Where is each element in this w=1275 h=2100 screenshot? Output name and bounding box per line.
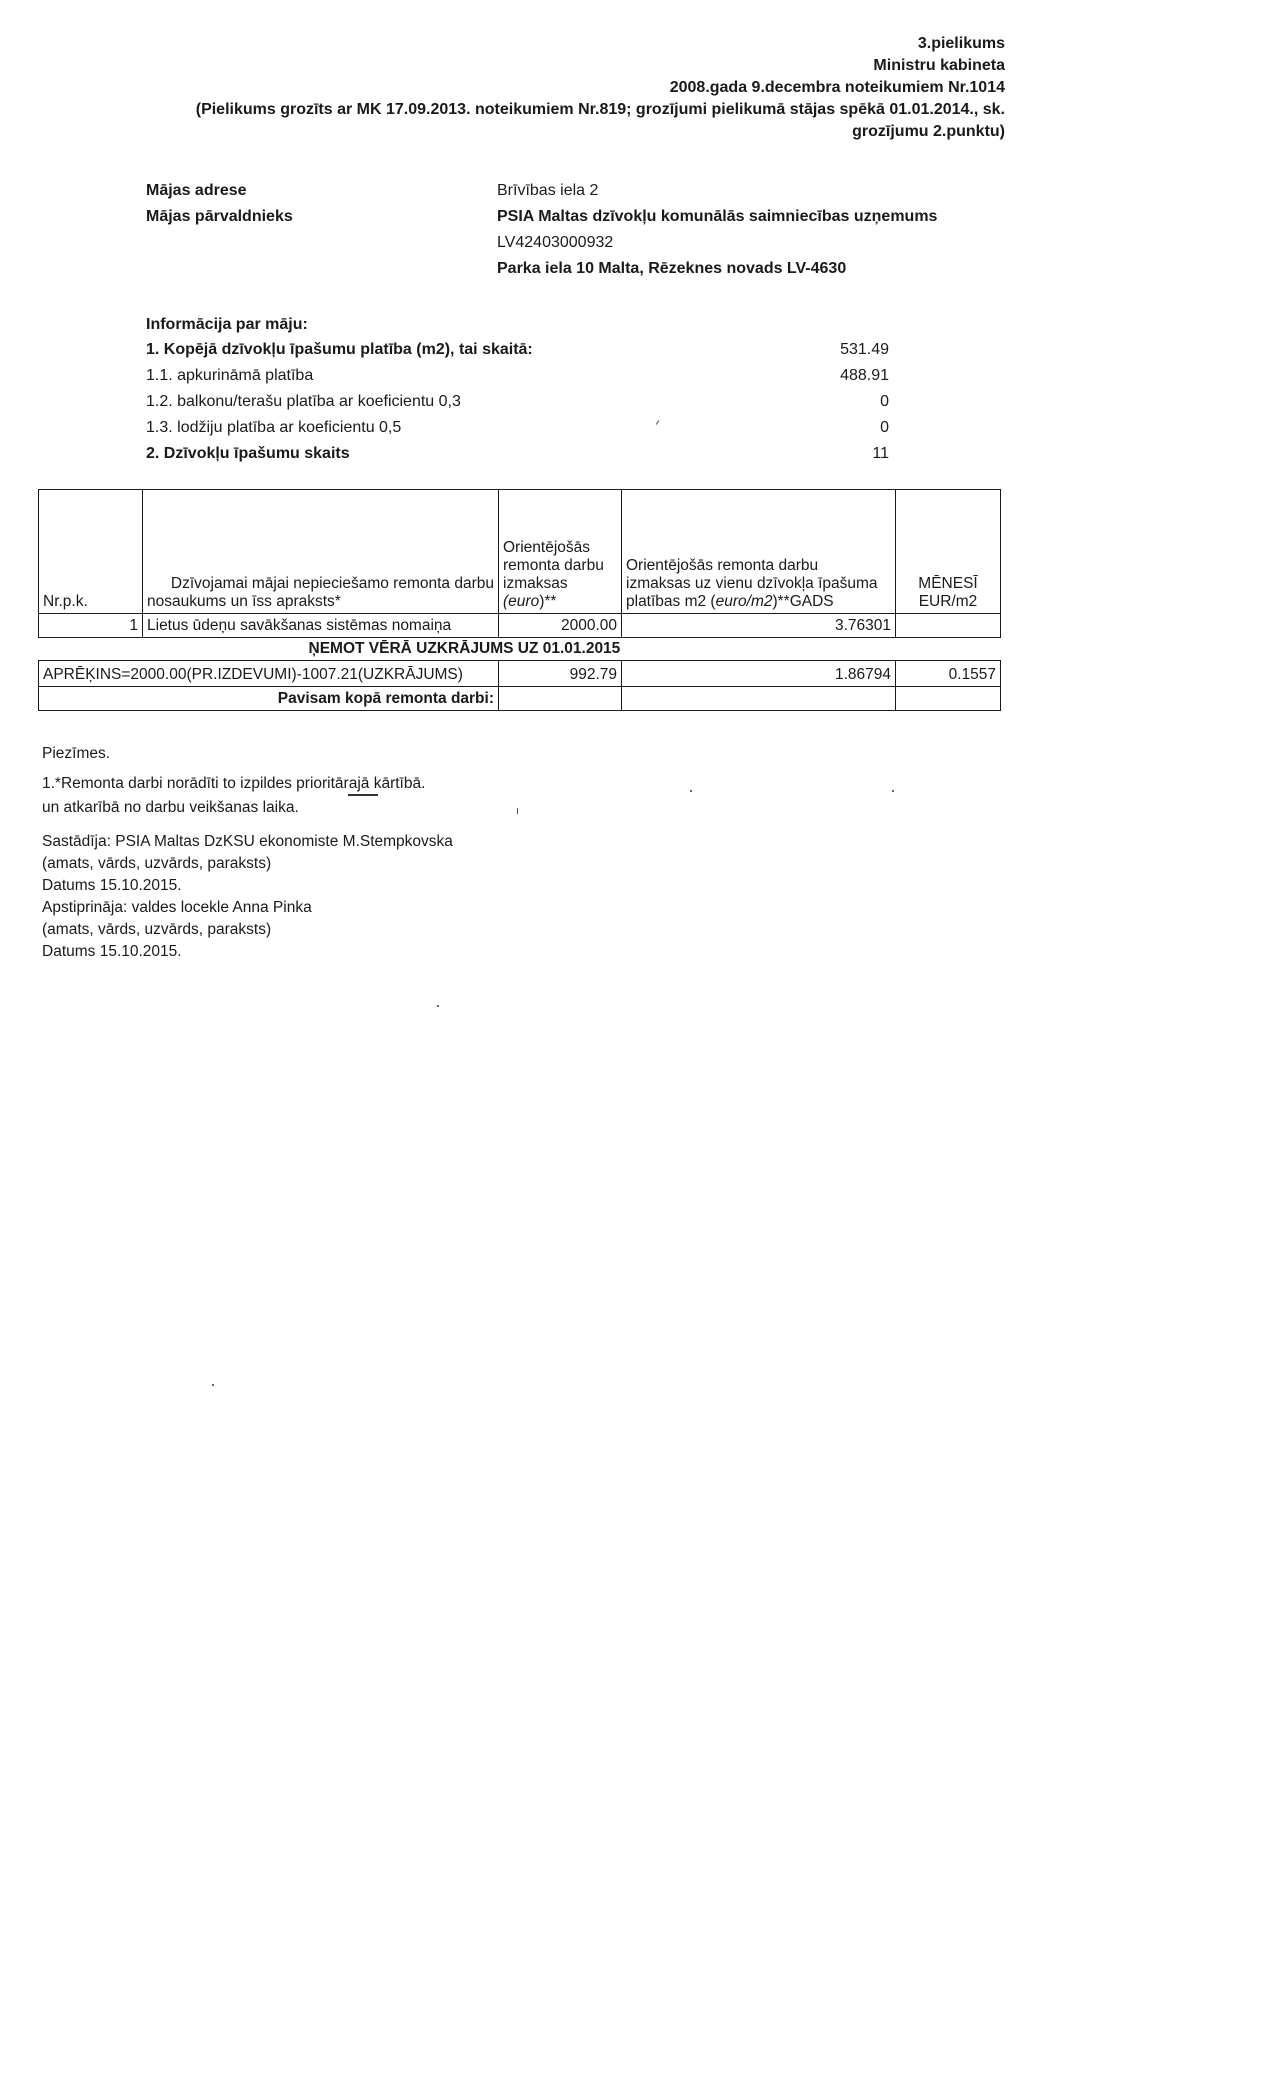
- table-row: [39, 661, 1001, 687]
- header-per-line3a: platības m2 (: [626, 593, 716, 610]
- info-balcony-area-label: 1.2. balkonu/terašu platība ar koeficientu 0,3: [146, 393, 461, 410]
- row1-name: Lietus ūdeņu savākšanas sistēmas nomaiņa: [143, 614, 499, 638]
- header-cost-unit: (euro: [503, 593, 540, 610]
- header-monthly: [896, 490, 1001, 614]
- row1-per-m2: 3.76301: [622, 614, 896, 638]
- table-row: [39, 614, 1001, 638]
- header-monthly-line1: MĒNESĪ: [918, 575, 978, 592]
- info-heated-area-value: 488.91: [840, 367, 889, 384]
- info-balcony-area-value: 0: [880, 393, 889, 410]
- notes-compiled-date: Datums 15.10.2015.: [42, 877, 182, 894]
- row3-per-m2: 1.86794: [622, 661, 896, 687]
- table-header-row: [39, 490, 1001, 614]
- notes-approved-by-caption: (amats, vārds, uzvārds, paraksts): [42, 921, 272, 938]
- annex-regulation: 2008.gada 9.decembra noteikumiem Nr.1014: [669, 79, 1005, 96]
- scan-dot: [212, 1384, 214, 1386]
- info-total-area-label: 1. Kopējā dzīvokļu īpašumu platība (m2), tai skaitā:: [146, 341, 533, 358]
- manager-address: Parka iela 10 Malta, Rēzeknes novads LV-4630: [497, 260, 847, 277]
- row4-monthly: [896, 687, 1001, 711]
- table-row: [39, 638, 1001, 661]
- header-cost-line3: izmaksas: [503, 575, 568, 592]
- info-loggia-area-label: 1.3. lodžiju platība ar koeficientu 0,5: [146, 419, 402, 436]
- header-cost: [499, 490, 622, 614]
- table-row: [39, 687, 1001, 711]
- repair-works-table: [38, 489, 1001, 711]
- scan-dot: [437, 1005, 439, 1007]
- info-apartment-count-label: 2. Dzīvokļu īpašumu skaits: [146, 445, 350, 462]
- row3-calculation: APRĒĶINS=2000.00(PR.IZDEVUMI)-1007.21(UZKRĀJUMS): [39, 661, 499, 687]
- info-title: Informācija par māju:: [146, 316, 308, 333]
- notes-line2: un atkarībā no darbu veikšanas laika.: [42, 799, 299, 816]
- header-per-line3: [626, 593, 891, 611]
- row3-monthly: 0.1557: [896, 661, 1001, 687]
- row4-cost: [499, 687, 622, 711]
- header-cost-line1: Orientējošās: [503, 539, 591, 556]
- underline-mark: [348, 794, 378, 796]
- header-per-line3c: )**GADS: [772, 593, 834, 610]
- address-label: Mājas adrese: [146, 182, 247, 199]
- address-value: Brīvības iela 2: [497, 182, 599, 199]
- header-per-unit: euro/m2: [715, 593, 773, 610]
- header-work-name-line2: nosaukums un īss apraksts*: [147, 593, 341, 610]
- info-loggia-area-value: 0: [880, 419, 889, 436]
- scan-dot: [892, 790, 894, 792]
- header-cost-line2: remonta darbu: [503, 557, 604, 574]
- annex-amendment-cont: grozījumu 2.punktu): [852, 123, 1005, 140]
- notes-approved-by: Apstiprināja: valdes locekle Anna Pinka: [42, 899, 312, 916]
- header-monthly-line2: EUR/m2: [918, 593, 978, 610]
- manager-label: Mājas pārvaldnieks: [146, 208, 293, 225]
- manager-reg-number: LV42403000932: [497, 234, 614, 251]
- notes-compiled-by: Sastādīja: PSIA Maltas DzKSU ekonomiste M.Stempkovska: [42, 833, 453, 850]
- row4-total-label: Pavisam kopā remonta darbi:: [39, 687, 499, 711]
- info-heated-area-label: 1.1. apkurināmā platība: [146, 367, 314, 384]
- notes-approved-date: Datums 15.10.2015.: [42, 943, 182, 960]
- row1-nr: 1: [39, 614, 143, 638]
- info-total-area-value: 531.49: [840, 341, 889, 358]
- notes-compiled-by-caption: (amats, vārds, uzvārds, paraksts): [42, 855, 272, 872]
- annex-number: 3.pielikums: [917, 35, 1005, 52]
- annex-amendment: (Pielikums grozīts ar MK 17.09.2013. noteikumiem Nr.819; grozījumi pielikumā stājas spēkā 01.01.2014., sk.: [195, 101, 1005, 118]
- notes-title: Piezīmes.: [42, 745, 111, 762]
- info-apartment-count-value: 11: [872, 445, 889, 462]
- annex-issuer: Ministru kabineta: [873, 57, 1005, 74]
- row4-per-m2: [622, 687, 896, 711]
- stray-mark: [517, 808, 518, 814]
- header-per-line1: Orientējošās remonta darbu: [626, 557, 819, 574]
- annex-header: [196, 33, 1005, 143]
- header-per-line2: izmaksas uz vienu dzīvokļa īpašuma: [626, 575, 878, 592]
- row3-cost: 992.79: [499, 661, 622, 687]
- manager-name: PSIA Maltas dzīvokļu komunālās saimniecības uzņemums: [497, 208, 938, 225]
- header-work-name-line1: Dzīvojamai mājai nepieciešamo remonta darbu: [170, 575, 494, 592]
- header-cost-per-m2: [622, 490, 896, 614]
- header-work-name: [143, 490, 499, 614]
- notes-line1: 1.*Remonta darbi norādīti to izpildes prioritārajā kārtībā.: [42, 775, 426, 792]
- row2-note: ŅEMOT VĒRĀ UZKRĀJUMS UZ 01.01.2015: [39, 638, 1001, 661]
- header-cost-unit-note: )**: [539, 593, 557, 610]
- stray-mark: [656, 420, 660, 425]
- scan-dot: [690, 790, 692, 792]
- header-cost-line4: [503, 593, 617, 611]
- header-nr: Nr.p.k.: [39, 490, 143, 614]
- row1-monthly: [896, 614, 1001, 638]
- row1-cost: 2000.00: [499, 614, 622, 638]
